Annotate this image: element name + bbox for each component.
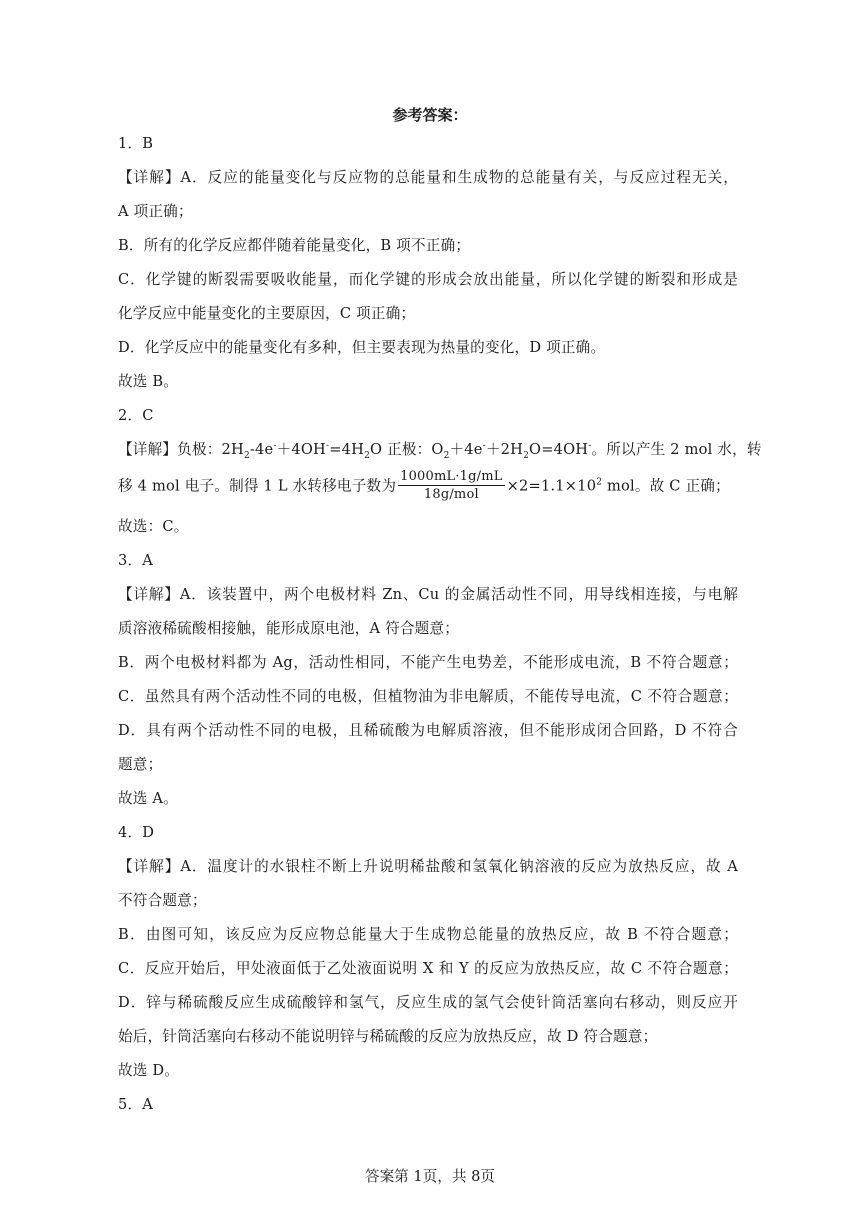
answer-2-conclusion: 故选：C。 bbox=[118, 518, 189, 535]
answer-4-explanation-line: 始后，针筒活塞向右移动不能说明锌与稀硫酸的反应为放热反应，故 D 符合题意； bbox=[118, 1028, 658, 1045]
page-title: 参考答案： bbox=[392, 106, 468, 124]
answer-3-explanation-line: 题意； bbox=[118, 756, 163, 773]
answer-3-explanation-line: C．虽然具有两个活动性不同的电极，但植物油为非电解质，不能传导电流，C 不符合题意； bbox=[118, 688, 738, 705]
fraction bbox=[398, 469, 505, 502]
answer-4-explanation-line: C．反应开始后，甲处液面低于乙处液面说明 X 和 Y 的反应为放热反应，故 C 不符合题意； bbox=[118, 960, 738, 977]
answer-2-calculation: 移 4 mol 电子。制得 1 L 水转移电子数为 $\frac{1000mL\cdot 1g/mL}{\text{18g/mol}}$ $\times 2=1.1\times 10^2$ mol。故 C 正确； bbox=[118, 469, 730, 502]
answer-4-explanation-line: B．由图可知，该反应为反应物总能量大于生成物总能量的放热反应，故 B 不符合题意； bbox=[118, 926, 738, 943]
fraction-numerator: 1000mL·1g/mL bbox=[400, 469, 503, 484]
answer-2-heading: 2．C bbox=[118, 407, 154, 424]
answer-3-explanation-line: D．具有两个活动性不同的电极，且稀硫酸为电解质溶液，但不能形成闭合回路，D 不符合 bbox=[118, 722, 738, 739]
answer-4-heading: 4．D bbox=[118, 824, 155, 841]
answer-3-heading: 3．A bbox=[118, 552, 154, 569]
answer-1-explanation-line: 【详解】A．反应的能量变化与反应物的总能量和生成物的总能量有关，与反应过程无关， bbox=[118, 169, 738, 186]
answer-4-explanation-line: D．锌与稀硫酸反应生成硫酸锌和氢气，反应生成的氢气会使针筒活塞向右移动，则反应开 bbox=[118, 994, 738, 1011]
answer-1-explanation-line: C．化学键的断裂需要吸收能量，而化学键的形成会放出能量，所以化学键的断裂和形成是 bbox=[118, 271, 738, 288]
answer-4-conclusion: 故选 D。 bbox=[118, 1062, 180, 1079]
answer-4-explanation-line: 不符合题意； bbox=[118, 892, 207, 909]
answer-5-heading: 5．A bbox=[118, 1096, 154, 1113]
answer-1-explanation-line: D．化学反应中的能量变化有多种，但主要表现为热量的变化，D 项正确。 bbox=[118, 339, 606, 356]
answer-1-heading: 1．B bbox=[118, 135, 154, 152]
answer-4-explanation-line: 【详解】A．温度计的水银柱不断上升说明稀盐酸和氢氧化钠溶液的反应为放热反应，故 A bbox=[118, 858, 738, 875]
answer-3-conclusion: 故选 A。 bbox=[118, 790, 178, 807]
answer-2-electrode-equations: 【详解】负极：$2H_2-4e^-+4OH^-=4H_2O$ 正极：$O_2+4e^-+2H_2O=4OH^-$。所以产生 2 mol 水，转 bbox=[118, 441, 762, 461]
answer-1-explanation-line: B．所有的化学反应都伴随着能量变化，B 项不正确； bbox=[118, 237, 471, 254]
answer-3-explanation-line: 【详解】A．该装置中，两个电极材料 Zn、Cu 的金属活动性不同，用导线相连接，与电解 bbox=[118, 586, 738, 603]
answer-1-conclusion: 故选 B。 bbox=[118, 373, 179, 390]
answer-1-explanation-line: 化学反应中能量变化的主要原因，C 项正确； bbox=[118, 305, 416, 322]
fraction-denominator: 18g/mol bbox=[423, 487, 479, 502]
answer-3-explanation-line: 质溶液稀硫酸相接触，能形成原电池，A 符合题意； bbox=[118, 620, 460, 637]
answer-3-explanation-line: B．两个电极材料都为 Ag，活动性相同，不能产生电势差，不能形成电流，B 不符合题意； bbox=[118, 654, 738, 671]
answer-1-explanation-line: A 项正确； bbox=[118, 203, 193, 220]
page-footer: 答案第 1页，共 8页 bbox=[364, 1168, 495, 1185]
